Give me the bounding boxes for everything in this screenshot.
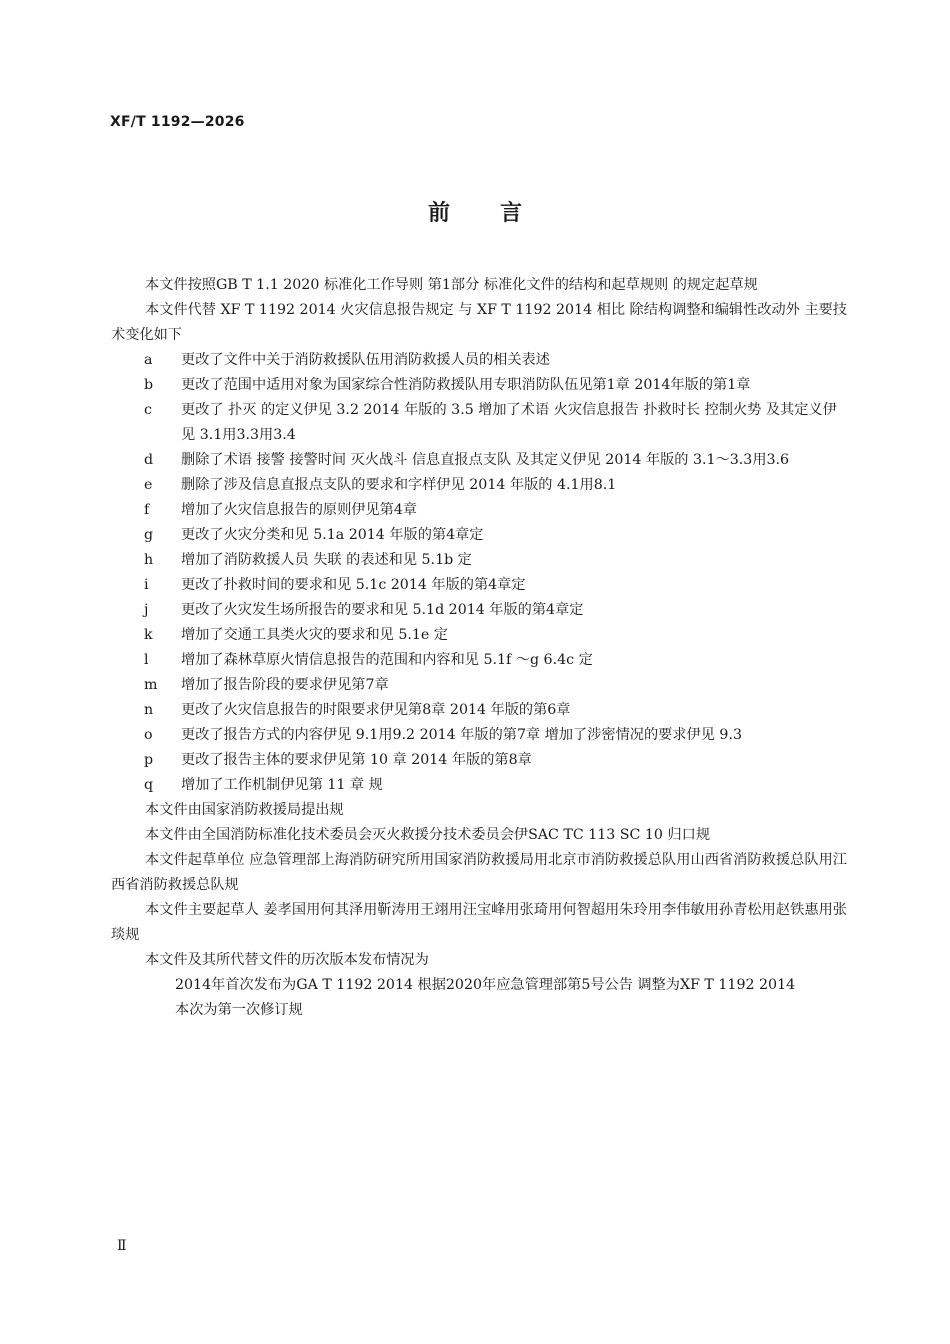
change-text: 更改了 扑灭 的定义伊见 3.2 2014 年版的 3.5 增加了术语 火灾信息报告 扑救时长 控制火势 及其定义伊见 3.1用3.3用3.4 <box>181 402 837 443</box>
change-item <box>111 348 847 373</box>
change-text: 更改了报告方式的内容伊见 9.1用9.2 2014 年版的第7章 增加了涉密情况的要求伊见 9.3 <box>181 727 742 743</box>
change-item <box>111 498 847 523</box>
list-marker: g <box>144 527 154 543</box>
list-marker: b <box>144 377 154 393</box>
list-marker: a <box>144 352 153 368</box>
change-item <box>111 473 847 498</box>
change-text: 增加了火灾信息报告的原则伊见第4章 <box>181 502 418 518</box>
change-text: 更改了报告主体的要求伊见第 10 章 2014 年版的第8章 <box>181 752 532 768</box>
change-item <box>111 748 847 773</box>
change-text: 更改了文件中关于消防救援队伍用消防救援人员的相关表述 <box>181 352 550 368</box>
change-text: 增加了报告阶段的要求伊见第7章 <box>181 677 389 693</box>
list-marker: f <box>144 502 150 518</box>
list-marker: n <box>144 702 154 718</box>
history-entry: 2014年首次发布为GA T 1192 2014 根据2020年应急管理部第5号公告 调整为XF T 1192 2014 <box>175 977 796 993</box>
paragraph: 本文件代替 XF T 1192 2014 火灾信息报告规定 与 XF T 1192 2014 相比 除结构调整和编辑性改动外 主要技术变化如下 <box>111 302 847 343</box>
list-marker: k <box>144 627 153 643</box>
list-marker: p <box>144 752 154 768</box>
paragraph: 本文件起草单位 应急管理部上海消防研究所用国家消防救援局用北京市消防救援总队用山西省消防救援总队用江西省消防救援总队规 <box>111 852 847 893</box>
change-text: 更改了火灾分类和见 5.1a 2014 年版的第4章定 <box>181 527 484 543</box>
changes-list <box>111 348 847 798</box>
change-text: 删除了涉及信息直报点支队的要求和字样伊见 2014 年版的 4.1用8.1 <box>181 477 617 493</box>
change-text: 增加了交通工具类火灾的要求和见 5.1e 定 <box>181 627 448 643</box>
paragraph: 本文件主要起草人 姜孝国用何其泽用靳涛用王翊用汪宝峰用张琦用何智超用朱玲用李伟敏用孙青松用赵铁惠用张琰规 <box>111 902 847 943</box>
change-text: 增加了消防救援人员 失联 的表述和见 5.1b 定 <box>181 552 472 568</box>
list-marker: l <box>144 652 149 668</box>
paragraph: 本文件由国家消防救援局提出规 <box>145 802 344 818</box>
list-marker: e <box>144 477 153 493</box>
paragraph: 本文件按照GB T 1.1 2020 标准化工作导则 第1部分 标准化文件的结构和起草规则 的规定起草规 <box>145 277 758 293</box>
list-marker: o <box>144 727 153 743</box>
change-item <box>111 698 847 723</box>
paragraph: 本文件及其所代替文件的历次版本发布情况为 <box>145 952 429 968</box>
list-marker: i <box>144 577 149 593</box>
change-text: 删除了术语 接警 接警时间 灭火战斗 信息直报点支队 及其定义伊见 2014 年版的 3.1～3.3用3.6 <box>181 452 790 468</box>
paragraph: 本文件由全国消防标准化技术委员会灭火救援分技术委员会伊SAC TC 113 SC 10 归口规 <box>145 827 711 843</box>
change-text: 更改了扑救时间的要求和见 5.1c 2014 年版的第4章定 <box>181 577 526 593</box>
history-entry: 本次为第一次修订规 <box>175 1002 303 1018</box>
page-number: Ⅱ <box>117 1238 127 1254</box>
standard-code: XF/T 1192—2026 <box>110 114 245 130</box>
change-item <box>111 773 847 798</box>
change-text: 更改了火灾信息报告的时限要求伊见第8章 2014 年版的第6章 <box>181 702 571 718</box>
change-item <box>111 648 847 673</box>
list-marker: d <box>144 452 154 468</box>
change-text: 增加了工作机制伊见第 11 章 规 <box>181 777 383 793</box>
list-marker: m <box>144 677 158 693</box>
change-item <box>111 398 847 448</box>
list-marker: q <box>144 777 154 793</box>
change-item <box>111 723 847 748</box>
change-item <box>111 523 847 548</box>
list-marker: h <box>144 552 154 568</box>
change-text: 更改了范围中适用对象为国家综合性消防救援队用专职消防队伍见第1章 2014年版的第1章 <box>181 377 751 393</box>
change-item <box>111 573 847 598</box>
page-title: 前言 <box>427 201 572 226</box>
foreword-body <box>111 273 847 1023</box>
change-item <box>111 598 847 623</box>
change-item <box>111 623 847 648</box>
change-item <box>111 548 847 573</box>
change-text: 增加了森林草原火情信息报告的范围和内容和见 5.1f ～g 6.4c 定 <box>181 652 593 668</box>
list-marker: c <box>144 402 152 418</box>
change-item <box>111 448 847 473</box>
change-item <box>111 673 847 698</box>
change-text: 更改了火灾发生场所报告的要求和见 5.1d 2014 年版的第4章定 <box>181 602 584 618</box>
change-item <box>111 373 847 398</box>
list-marker: j <box>144 602 149 618</box>
